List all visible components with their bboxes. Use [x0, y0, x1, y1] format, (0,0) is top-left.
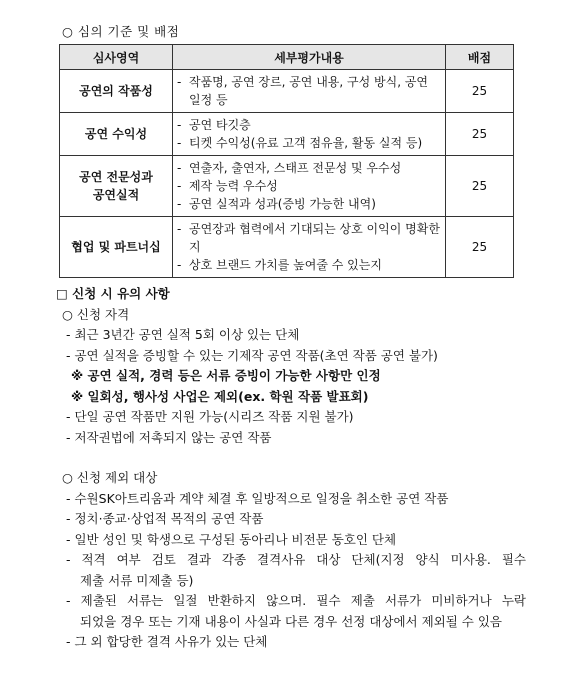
- eligibility-title: ○ 신청 자격: [62, 306, 130, 322]
- section-title: ○ 심의 기준 및 배점: [62, 24, 180, 39]
- list-item: - 그 외 합당한 결격 사유가 있는 단체: [66, 634, 268, 649]
- list-item: - 적격 여부 검토 결과 각종 결격사유 대상 단체(지정 양식 미사용. 필수: [66, 552, 526, 567]
- table-row: [60, 156, 514, 217]
- exclusions-title: ○ 신청 제외 대상: [62, 470, 158, 485]
- table-cell-score: 25: [446, 70, 514, 113]
- detail-item: - 공연 타깃층: [177, 118, 251, 132]
- table-cell-score: 25: [446, 113, 514, 156]
- table-row: [60, 113, 514, 156]
- detail-item: - 작품명, 공연 장르, 공연 내용, 구성 방식, 공연 일정 등: [177, 75, 429, 107]
- list-item: - 최근 3년간 공연 실적 5회 이상 있는 단체: [66, 327, 300, 342]
- table-cell-details: [173, 113, 446, 156]
- list-item: - 단일 공연 작품만 지원 가능(시리즈 작품 지원 불가): [66, 409, 354, 424]
- note-item: ※ 일회성, 행사성 사업은 제외(ex. 학원 작품 발표회): [71, 388, 369, 404]
- list-item: - 제출된 서류는 일절 반환하지 않으며. 필수 제출 서류가 미비하거나 누락: [66, 593, 526, 608]
- list-item: - 공연 실적을 증빙할 수 있는 기제작 공연 작품(초연 작품 공연 불가): [66, 347, 438, 363]
- table-cell-score: 25: [446, 156, 514, 217]
- table-cell-area: 협업 및 파트너십: [60, 217, 173, 278]
- table-cell-area: 공연 전문성과 공연실적: [60, 156, 173, 217]
- list-item: - 수원SK아트리움과 계약 체결 후 일방적으로 일정을 취소한 공연 작품: [66, 490, 449, 506]
- table-cell-details: [173, 217, 446, 278]
- detail-item: - 연출자, 출연자, 스태프 전문성 및 우수성: [177, 161, 402, 175]
- detail-item: - 티켓 수익성(유료 고객 점유율, 활동 실적 등): [177, 136, 423, 150]
- column-header-area: 심사영역: [60, 45, 173, 70]
- evaluation-table: [59, 44, 514, 278]
- detail-item: - 상호 브랜드 가치를 높여줄 수 있는지: [177, 258, 382, 272]
- table-cell-details: [173, 70, 446, 113]
- list-item-continuation: 되었을 경우 또는 기재 내용이 사실과 다른 경우 선정 대상에서 제외될 수 있음: [80, 613, 503, 629]
- list-item: - 일반 성인 및 학생으로 구성된 동아리나 비전문 동호인 단체: [66, 531, 397, 547]
- list-item-continuation: 제출 서류 미제출 등): [80, 572, 194, 588]
- table-cell-area: 공연 수익성: [60, 113, 173, 156]
- notice-title: □ 신청 시 유의 사항: [56, 286, 170, 301]
- application-notice: [56, 284, 526, 653]
- detail-item: - 제작 능력 우수성: [177, 179, 278, 193]
- table-header-row: [60, 45, 514, 70]
- table-row: [60, 217, 514, 278]
- detail-item: - 공연 실적과 성과(증빙 가능한 내역): [177, 197, 376, 211]
- detail-item: - 공연장과 협력에서 기대되는 상호 이익이 명확한지: [177, 222, 440, 254]
- list-item: - 저작권법에 저촉되지 않는 공연 작품: [66, 429, 272, 445]
- list-item: - 정치·종교·상업적 목적의 공연 작품: [66, 511, 264, 526]
- table-cell-details: [173, 156, 446, 217]
- table-cell-area: 공연의 작품성: [60, 70, 173, 113]
- column-header-details: 세부평가내용: [173, 45, 446, 70]
- table-cell-score: 25: [446, 217, 514, 278]
- table-row: [60, 70, 514, 113]
- column-header-score: 배점: [446, 45, 514, 70]
- note-item: ※ 공연 실적, 경력 등은 서류 증빙이 가능한 사항만 인정: [71, 368, 381, 383]
